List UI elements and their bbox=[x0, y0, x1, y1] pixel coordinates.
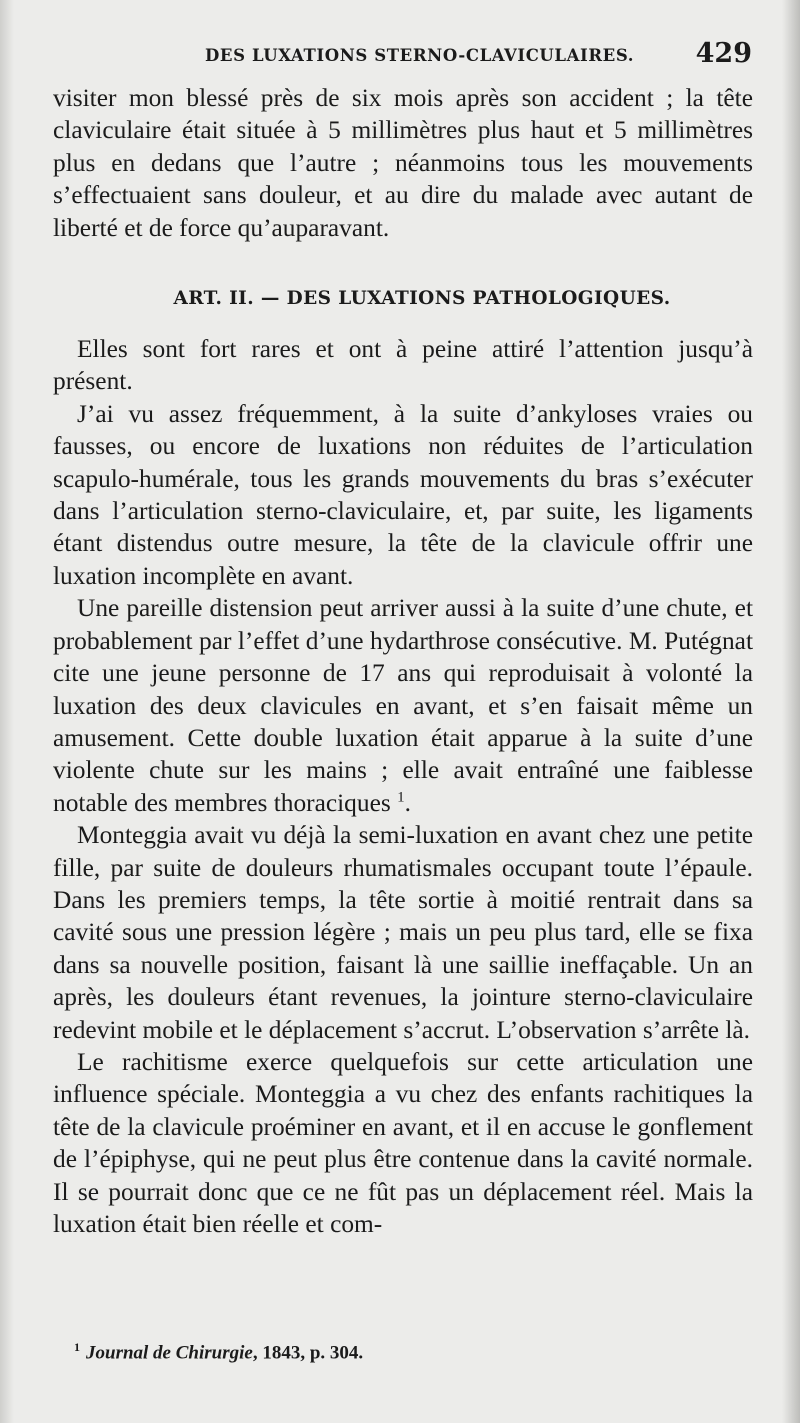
section-heading: ART. II. — DES LUXATIONS PATHOLOGIQUES. bbox=[173, 288, 671, 310]
paragraph: Elles sont fort rares et ont à peine attiré l’attention jusqu’à présent. bbox=[53, 335, 753, 396]
paragraph-text: Une pareille distension peut arriver aussi à la suite d’une chute, et probablement par l’effet d’une hydarthrose consécutive. M. Putégnat cite une jeune personne de 17 ans qui reproduisait à volonté la luxation des deux clavicules en avant, et s’en faisait même un amusement. Cette double luxation était apparue à la suite d’une violente chute sur les mains ; elle avait entraîné une faiblesse notable des membres thoraciques bbox=[53, 594, 753, 817]
footnote bbox=[74, 1340, 363, 1364]
scan-shadow-right bbox=[782, 0, 800, 1423]
paragraph-end-punctuation: . bbox=[404, 788, 411, 817]
paragraph-with-footnote bbox=[53, 592, 753, 819]
footnote-journal: Journal de Chirurgie bbox=[86, 1342, 253, 1364]
page-number: 429 bbox=[695, 38, 752, 69]
paragraph-continuation: visiter mon blessé près de six mois après son accident ; la tête claviculaire était située à 5 millimètres plus haut et 5 millimètres plus en dedans que l’autre ; néanmoins tous les mouvements s’effectuaient sans douleur, et au dire du malade avec autant de liberté et de force qu’auparavant. bbox=[53, 84, 753, 242]
paragraph: Le rachitisme exerce quelquefois sur cette articulation une influence spéciale. Monteggia a vu chez des enfants rachitiques la tête de la clavicule proéminer en avant, et il en accuse le gonflement de l’épiphyse, qui ne peut plus être contenue dans la cavité normale. Il se pourrait donc que ce ne fût pas un déplacement réel. Mais la luxation était bien réelle et com- bbox=[53, 1047, 753, 1238]
scan-shadow-left bbox=[0, 0, 14, 1423]
footnote-marker: 1 bbox=[74, 1340, 80, 1354]
footnote-reference: 1 bbox=[397, 789, 405, 806]
page-header bbox=[0, 38, 800, 72]
paragraph: J’ai vu assez fréquemment, à la suite d’ankyloses vraies ou fausses, ou encore de luxations non réduites de l’articulation scapulo-humérale, tous les grands mouvements du bras s’exécuter dans l’articulation sterno-claviculaire, et, par suite, les ligaments étant distendus outre mesure, la tête de la clavicule offrir une luxation incomplète en avant. bbox=[53, 399, 753, 590]
footnote-details: , 1843, p. 304. bbox=[252, 1342, 364, 1364]
paragraph: Monteggia avait vu déjà la semi-luxation en avant chez une petite fille, par suite de douleurs rhumatismales occupant toute l’épaule. Dans les premiers temps, la tête sortie à moitié rentrait dans sa cavité sous une pression légère ; mais un peu plus tard, elle se fixa dans sa nouvelle position, faisant là une saillie ineffaçable. Un an après, les douleurs étant revenues, la jointure sterno-claviculaire redevint mobile et le déplacement s’accrut. L’observation s’arrête là. bbox=[53, 821, 753, 1044]
body-text bbox=[53, 82, 753, 1240]
running-head: DES LUXATIONS STERNO-CLAVICULAIRES. bbox=[205, 46, 635, 65]
